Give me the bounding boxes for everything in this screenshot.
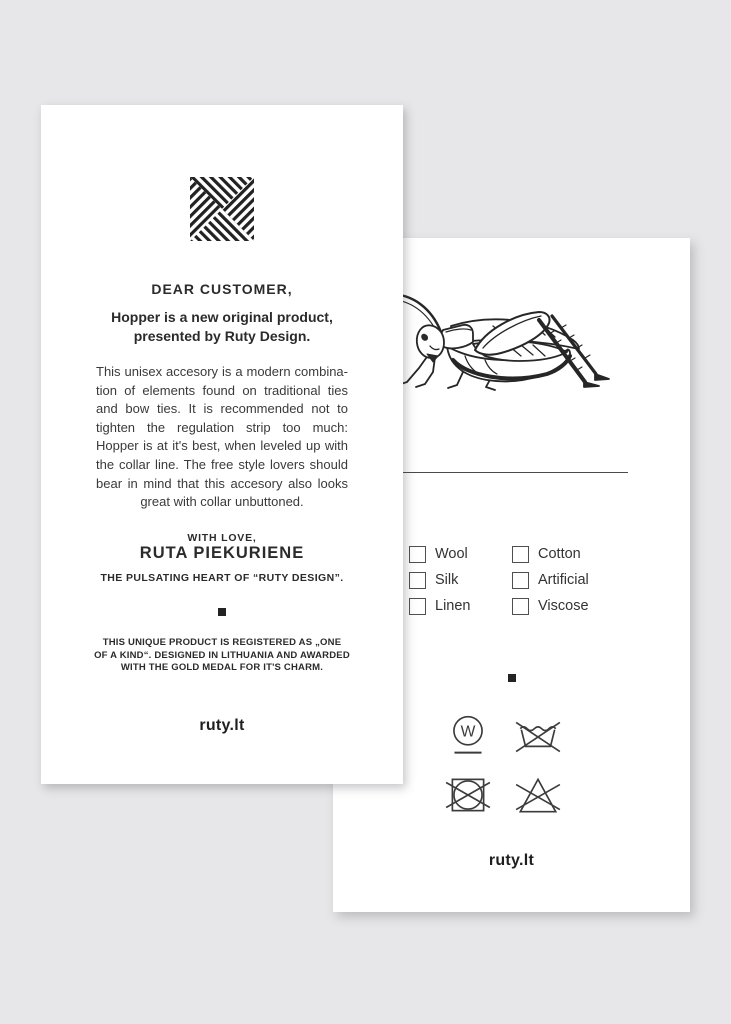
checkbox-artificial[interactable] [512, 572, 529, 589]
section-divider-line [395, 472, 628, 473]
checkbox-cotton[interactable] [512, 546, 529, 563]
paragraph-line: tighten the regulation strip too much: [96, 419, 348, 435]
signoff-tagline: THE PULSATING HEART OF “RUTY DESIGN”. [100, 572, 344, 584]
signoff-name: RUTA PIEKURIENE [139, 544, 305, 562]
product-intro [41, 308, 403, 346]
do-not-bleach-icon [512, 770, 564, 820]
fabric-label: Viscose [538, 598, 589, 614]
registered-line: THIS UNIQUE PRODUCT IS REGISTERED AS „ONE [102, 637, 342, 648]
product-intro-line: presented by Ruty Design. [133, 328, 311, 344]
checkbox-linen[interactable] [409, 598, 426, 615]
fabric-row-linen [409, 593, 512, 619]
description-paragraph [96, 363, 348, 512]
fabric-label: Artificial [538, 572, 589, 588]
square-bullet [508, 674, 516, 682]
fabric-label: Wool [435, 546, 468, 562]
paragraph-line: Hopper is at it's best, when leveled up with [96, 438, 348, 454]
fabric-label: Linen [435, 598, 471, 614]
product-intro-line: Hopper is a new original product, [111, 309, 333, 325]
paragraph-line: tion of elements found on traditional ties [96, 382, 348, 398]
fabric-row-artificial [512, 567, 589, 593]
checkbox-wool[interactable] [409, 546, 426, 563]
checkbox-silk[interactable] [409, 572, 426, 589]
paragraph-line: the collar line. The free style lovers should [96, 456, 348, 472]
paragraph-line: and bow ties. It is recommended not to [96, 401, 348, 417]
paragraph-line: This unisex accesory is a modern combina- [96, 364, 348, 379]
svg-text:W: W [460, 723, 476, 741]
fabric-checklist [409, 541, 589, 619]
greeting-heading: DEAR CUSTOMER, [151, 281, 293, 297]
website-url: ruty.lt [488, 852, 535, 869]
care-symbols-grid [437, 708, 569, 824]
do-not-tumble-dry-icon [442, 770, 494, 820]
signoff-with-love: WITH LOVE, [187, 532, 257, 544]
tag-front-card [41, 105, 403, 784]
fabric-label: Cotton [538, 546, 581, 562]
paragraph-line: bear in mind that this accesory also looks [96, 475, 348, 491]
square-bullet [218, 608, 226, 616]
registered-line: WITH THE GOLD MEDAL FOR IT'S CHARM. [120, 662, 324, 673]
professional-wet-clean-icon [442, 712, 494, 762]
grasshopper-illustration [389, 290, 633, 404]
fabric-row-wool [409, 541, 512, 567]
website-url: ruty.lt [199, 717, 245, 734]
paragraph-line: great with collar unbuttoned. [140, 494, 304, 510]
ruty-weave-logo-icon [190, 177, 254, 241]
registered-note [41, 637, 403, 675]
do-not-wash-icon [512, 712, 564, 762]
registered-line: OF A KIND“. DESIGNED IN LITHUANIA AND AWARDED [94, 649, 350, 661]
fabric-row-cotton [512, 541, 589, 567]
fabric-row-silk [409, 567, 512, 593]
fabric-label: Silk [435, 572, 459, 588]
fabric-row-viscose [512, 593, 589, 619]
checkbox-viscose[interactable] [512, 598, 529, 615]
